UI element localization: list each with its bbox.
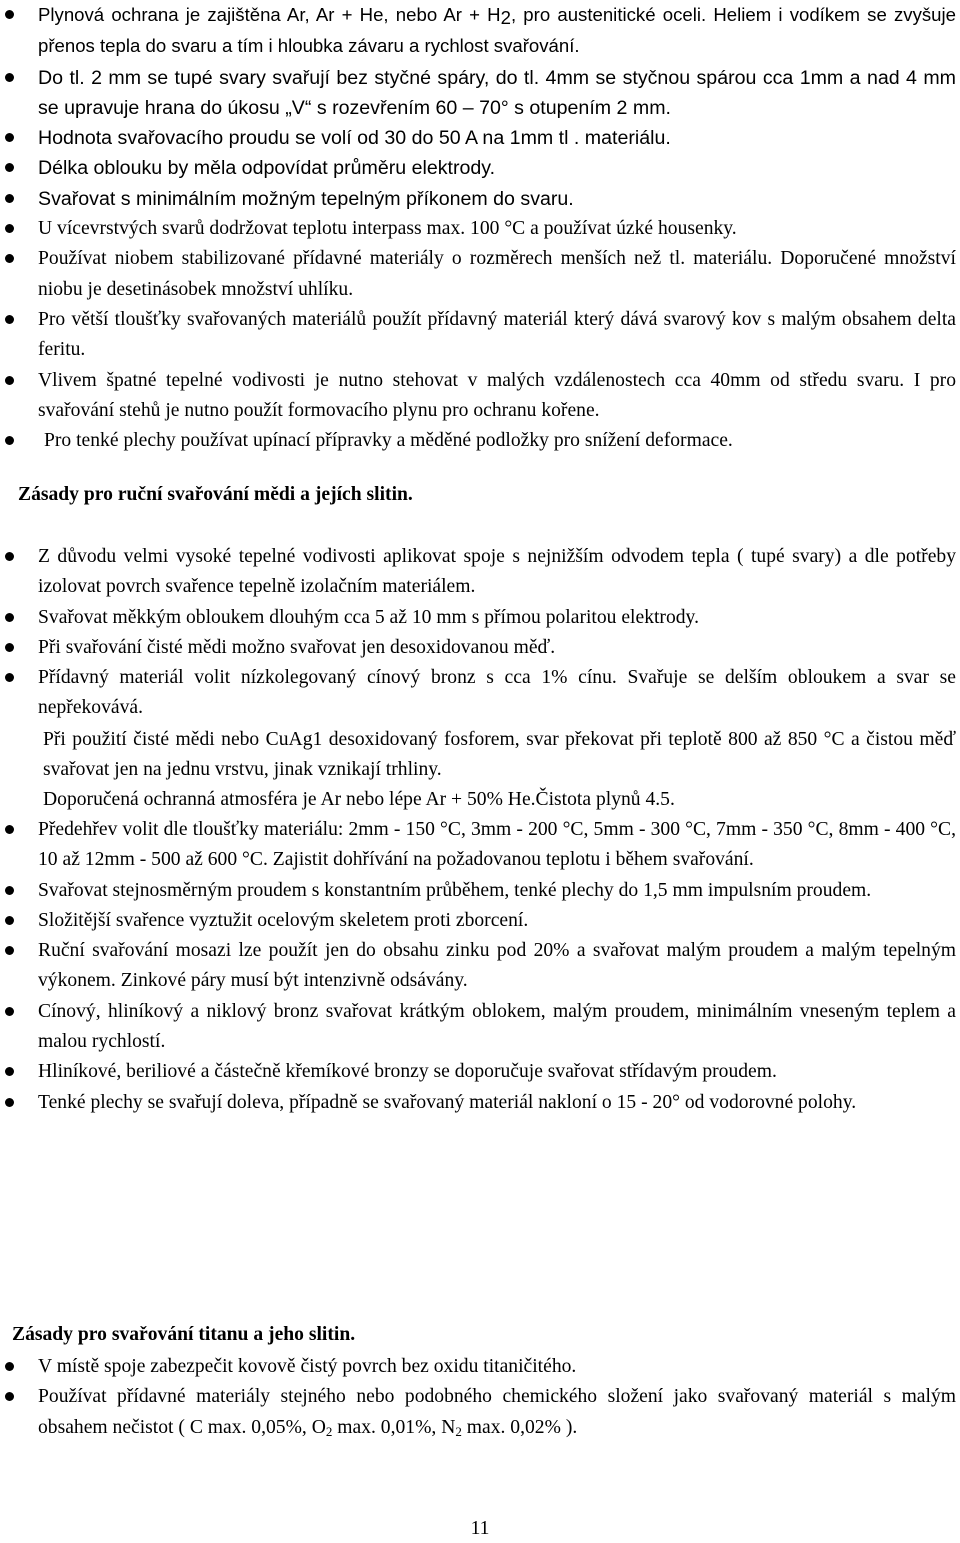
list-item: Cínový, hliníkový a niklový bronz svařovat krátkým oblokem, malým proudem, minimálním vneseným teplem a malou rychlostí. bbox=[0, 997, 960, 1058]
bullet-icon bbox=[5, 254, 14, 263]
list-item: Hliníkové, beriliové a částečně křemíkové bronzy se doporučuje svařovat střídavým proudem. bbox=[0, 1057, 960, 1087]
list-item: Při svařování čisté mědi možno svařovat jen desoxidovanou měď. bbox=[0, 633, 960, 663]
bullet-icon bbox=[5, 73, 14, 82]
copper-bullet-list-continued bbox=[0, 815, 960, 1118]
stainless-steel-bullet-list bbox=[0, 0, 960, 456]
bullet-icon bbox=[5, 1098, 14, 1107]
bullet-icon bbox=[5, 1067, 14, 1076]
list-item: Složitější svařence vyztužit ocelovým skeletem proti zborcení. bbox=[0, 906, 960, 936]
list-item: Pro tenké plechy používat upínací přípravky a měděné podložky pro snížení deformace. bbox=[0, 426, 960, 456]
bullet-icon bbox=[5, 436, 14, 445]
bullet-icon bbox=[5, 613, 14, 622]
bullet-icon bbox=[5, 1392, 14, 1401]
bullet-icon bbox=[5, 552, 14, 561]
list-item: Pro větší tloušťky svařovaných materiálů použít přídavný materiál který dává svarový kov s malým obsahem delta feritu. bbox=[0, 305, 960, 366]
list-item: Svařovat měkkým obloukem dlouhým cca 5 až 10 mm s přímou polaritou elektrody. bbox=[0, 603, 960, 633]
bullet-icon bbox=[5, 673, 14, 682]
list-item: V místě spoje zabezpečit kovově čistý povrch bez oxidu titaničitého. bbox=[0, 1352, 960, 1382]
bullet-icon bbox=[5, 163, 14, 172]
bullet-icon bbox=[5, 1362, 14, 1371]
bullet-icon bbox=[5, 315, 14, 324]
list-item: Tenké plechy se svařují doleva, případně se svařovaný materiál nakloní o 15 - 20° od vodorovné polohy. bbox=[0, 1088, 960, 1118]
list-item: Svařovat stejnosměrným proudem s konstantním průběhem, tenké plechy do 1,5 mm impulsním proudem. bbox=[0, 876, 960, 906]
list-item: Délka oblouku by měla odpovídat průměru elektrody. bbox=[0, 153, 960, 183]
bullet-icon bbox=[5, 10, 14, 19]
bullet-icon bbox=[5, 886, 14, 895]
list-item: Z důvodu velmi vysoké tepelné vodivosti aplikovat spoje s nejnižším odvodem tepla ( tupé svary) a dle potřeby izolovat povrch svařence tepelně izolačním materiálem. bbox=[0, 542, 960, 603]
list-item: Hodnota svařovacího proudu se volí od 30 do 50 A na 1mm tl . materiálu. bbox=[0, 123, 960, 153]
copper-continuation-paragraph: Při použití čisté mědi nebo CuAg1 desoxidovaný fosforem, svar překovat při teplotě 800 až 850 °C a čistou měď svařovat jen na jednu vrstvu, jinak vznikají trhliny. bbox=[43, 729, 956, 781]
list-item: Vlivem špatné tepelné vodivosti je nutno stehovat v malých vzdálenostech cca 40mm od středu svaru. I pro svařování stehů je nutno použít formovacího plynu pro ochranu kořene. bbox=[0, 366, 960, 427]
bullet-icon bbox=[5, 194, 14, 203]
bullet-icon bbox=[5, 916, 14, 925]
bullet-icon bbox=[5, 946, 14, 955]
bullet-icon bbox=[5, 643, 14, 652]
bullet-icon bbox=[5, 1007, 14, 1016]
copper-bullet-list bbox=[0, 542, 960, 724]
list-item: Předehřev volit dle tloušťky materiálu: 2mm - 150 °C, 3mm - 200 °C, 5mm - 300 °C, 7mm - 350 °C, 8mm - 400 °C, 10 až 12mm - 500 až 600 °C. Zajistit dohřívání na požadovanou teplotu i během svařování. bbox=[0, 815, 960, 876]
list-item: Do tl. 2 mm se tupé svary svařují bez styčné spáry, do tl. 4mm se styčnou spárou cca 1mm a nad 4 mm se upravuje hrana do úkosu „V“ s rozevřením 60 – 70° s otupením 2 mm. bbox=[0, 63, 960, 124]
bullet-icon bbox=[5, 224, 14, 233]
list-item: Plynová ochrana je zajištěna Ar, Ar + He, nebo $Ar + H_2$, pro austenitické oceli. Heliem i vodíkem se zvyšuje přenos tepla do svaru a tím i hloubka závaru a rychlost svařování. bbox=[0, 0, 960, 63]
copper-atmosphere-paragraph: Doporučená ochranná atmosféra je Ar nebo lépe Ar + 50% He.Čistota plynů 4.5. bbox=[43, 789, 675, 810]
page-number: 11 bbox=[470, 1518, 490, 1539]
list-item: Ruční svařování mosazi lze použít jen do obsahu zinku pod 20% a svařovat malým proudem a malým tepelným výkonem. Zinkové páry musí být intenzivně odsávány. bbox=[0, 936, 960, 997]
list-item: Svařovat s minimálním možným tepelným příkonem do svaru. bbox=[0, 184, 960, 214]
section-heading-copper: Zásady pro ruční svařování mědi a jejích slitin. bbox=[18, 484, 413, 505]
bullet-icon bbox=[5, 376, 14, 385]
bullet-icon bbox=[5, 825, 14, 834]
titanium-bullet-list bbox=[0, 1352, 960, 1443]
bullet-icon bbox=[5, 133, 14, 142]
list-item: Používat přídavné materiály stejného nebo podobného chemického složení jako svařovaný materiál s malým obsahem nečistot ( C max. 0,05%, $O_2$ max. 0,01%, $N_2$ max. 0,02% ). bbox=[0, 1382, 960, 1443]
list-item: Přídavný materiál volit nízkolegovaný cínový bronz s cca 1% cínu. Svařuje se delším obloukem a svar se nepřekovává. bbox=[0, 663, 960, 724]
section-heading-titanium: Zásady pro svařování titanu a jeho slitin. bbox=[12, 1324, 356, 1345]
list-item: U vícevrstvých svarů dodržovat teplotu interpass max. 100 °C a používat úzké housenky. bbox=[0, 214, 960, 244]
list-item: Používat niobem stabilizované přídavné materiály o rozměrech menších než tl. materiálu. Doporučené množství niobu je desetinásobek množství uhlíku. bbox=[0, 244, 960, 305]
